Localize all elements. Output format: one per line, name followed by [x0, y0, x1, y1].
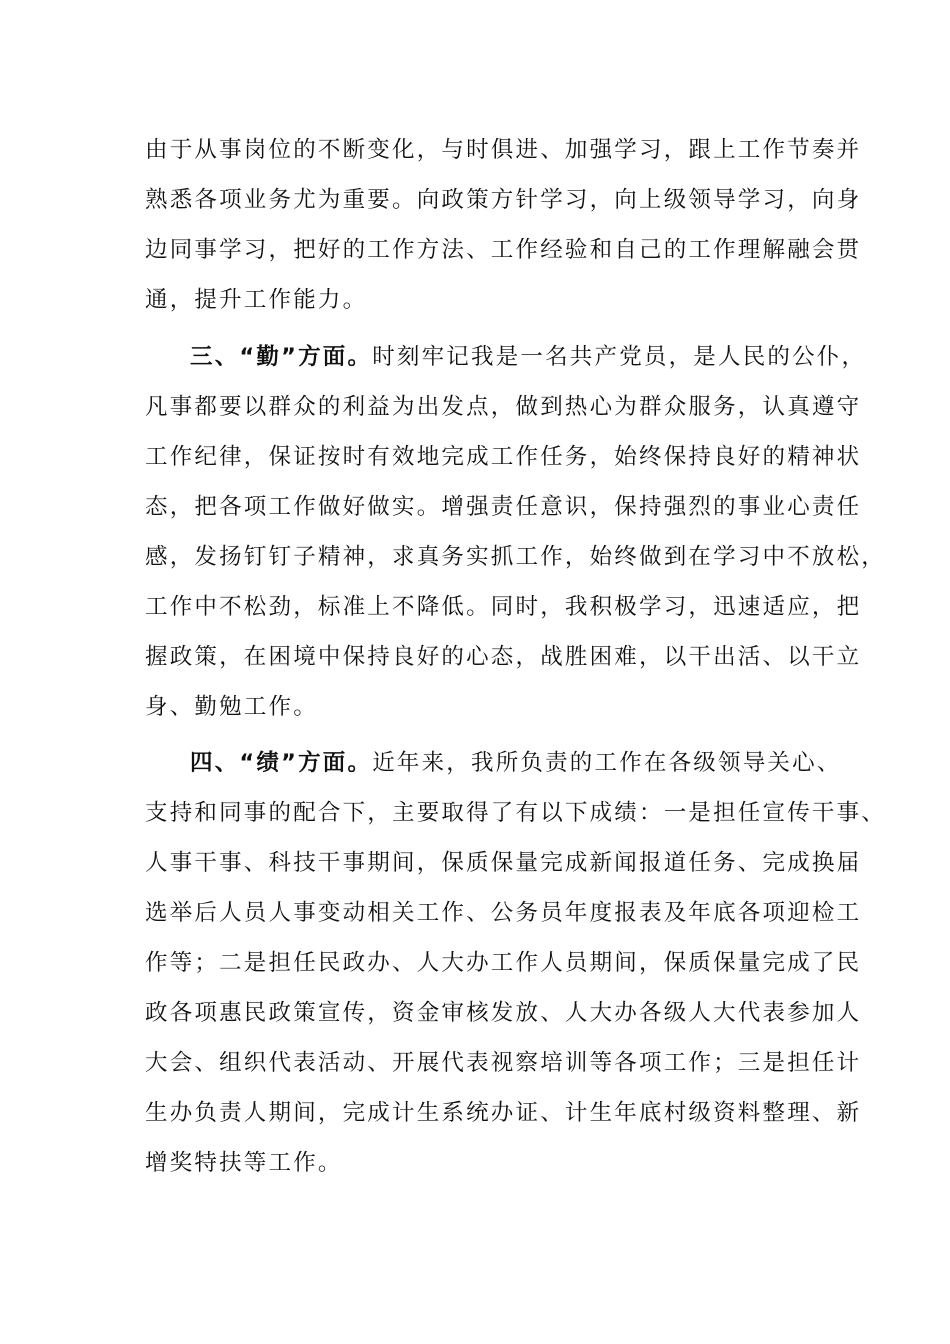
- paragraph-3-line-1-text: 近年来，我所负责的工作在各级领导关心、: [372, 750, 842, 776]
- paragraph-3-line-9: 增奖特扶等工作。: [145, 1150, 343, 1176]
- paragraph-3-line-1: [190, 748, 842, 778]
- paragraph-2-line-1-text: 时刻牢记我是一名共产党员，是人民的公仆，: [372, 344, 867, 370]
- paragraph-1-line-2: 熟悉各项业务尤为重要。向政策方针学习，向上级领导学习，向身: [145, 187, 862, 213]
- paragraph-3-line-8: 生办负责人期间，完成计生系统办证、计生年底村级资料整理、新: [145, 1100, 862, 1126]
- paragraph-3-line-2: 支持和同事的配合下，主要取得了有以下成绩：一是担任宣传干事、: [145, 800, 887, 826]
- paragraph-1-line-3: 边同事学习，把好的工作方法、工作经验和自己的工作理解融会贯: [145, 237, 862, 263]
- paragraph-3-line-5: 作等；二是担任民政办、人大办工作人员期间，保质保量完成了民: [145, 950, 862, 976]
- paragraph-2-line-2: 凡事都要以群众的利益为出发点，做到热心为群众服务，认真遵守: [145, 394, 862, 420]
- paragraph-1-line-4: 通，提升工作能力。: [145, 287, 368, 313]
- paragraph-1-line-1: 由于从事岗位的不断变化，与时俱进、加强学习，跟上工作节奏并: [145, 137, 862, 163]
- paragraph-2-line-8: 身、勤勉工作。: [145, 694, 318, 720]
- paragraph-2-line-1: [190, 342, 866, 372]
- paragraph-2-line-5: 感，发扬钉钉子精神，求真务实抓工作，始终做到在学习中不放松，: [145, 544, 887, 570]
- paragraph-2-line-6: 工作中不松劲，标准上不降低。同时，我积极学习，迅速适应，把: [145, 594, 862, 620]
- paragraph-2-line-3: 工作纪律，保证按时有效地完成工作任务，始终保持良好的精神状: [145, 444, 862, 470]
- section-heading-qin: 三、“勤”方面。: [190, 344, 373, 370]
- paragraph-3-line-7: 大会、组织代表活动、开展代表视察培训等各项工作；三是担任计: [145, 1050, 862, 1076]
- paragraph-3-line-6: 政各项惠民政策宣传，资金审核发放、人大办各级人大代表参加人: [145, 1000, 862, 1026]
- paragraph-2-line-4: 态，把各项工作做好做实。增强责任意识，保持强烈的事业心责任: [145, 494, 862, 520]
- paragraph-3-line-3: 人事干事、科技干事期间，保质保量完成新闻报道任务、完成换届: [145, 850, 862, 876]
- paragraph-2-line-7: 握政策，在困境中保持良好的心态，战胜困难，以干出活、以干立: [145, 644, 862, 670]
- section-heading-ji: 四、“绩”方面。: [190, 750, 373, 776]
- paragraph-3-line-4: 选举后人员人事变动相关工作、公务员年度报表及年底各项迎检工: [145, 900, 862, 926]
